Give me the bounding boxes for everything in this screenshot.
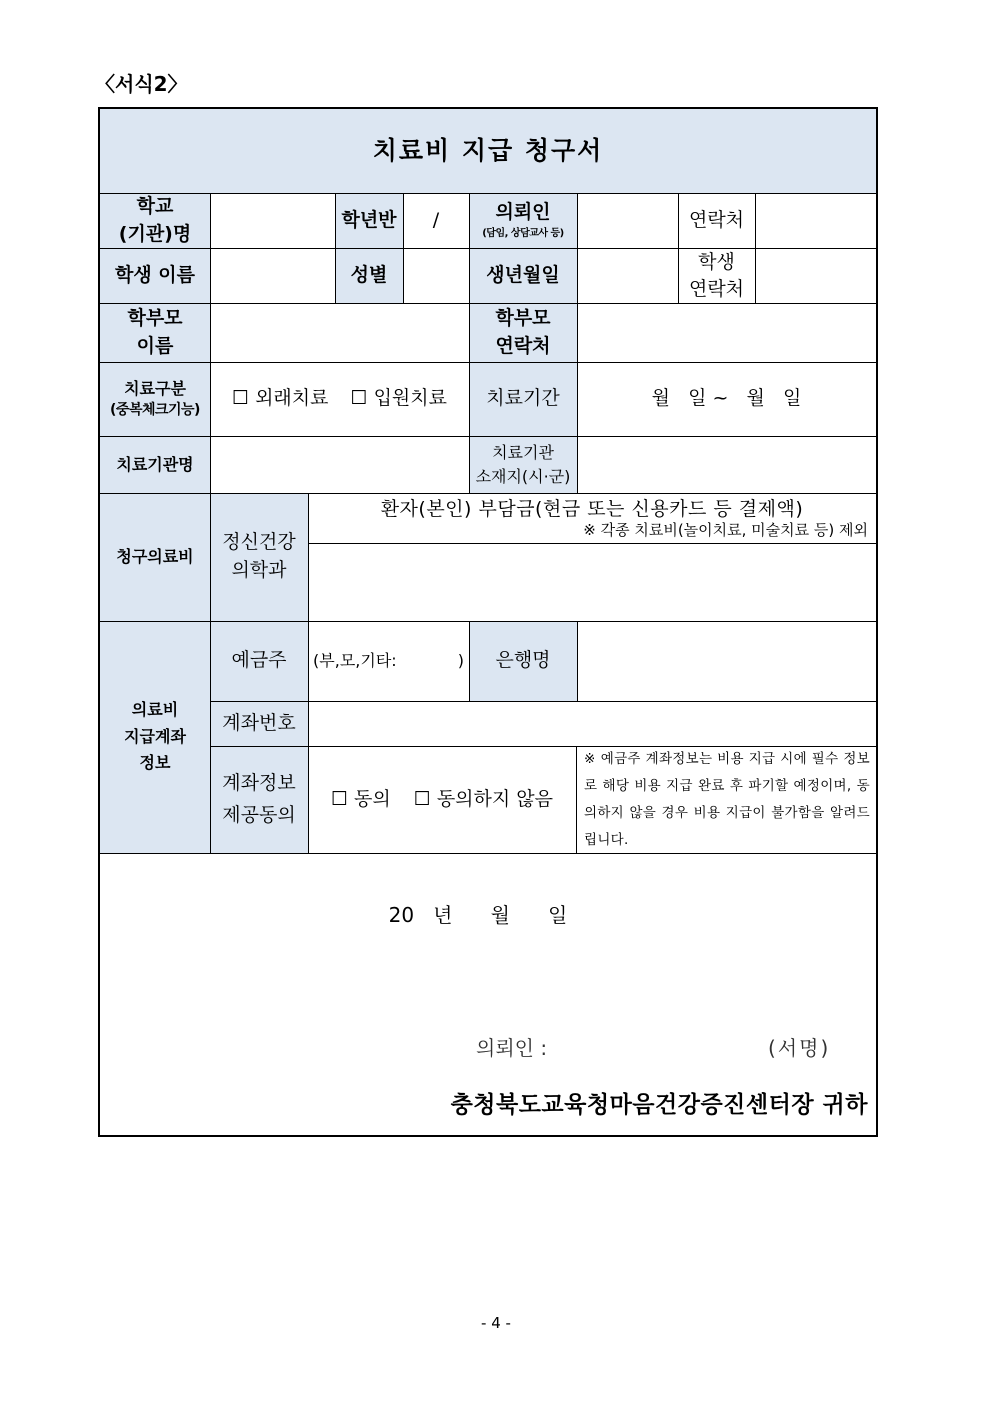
patient-copay-header: [308, 493, 876, 543]
outpatient-checkbox[interactable]: ☐ 외래치료: [232, 387, 329, 410]
gender-input[interactable]: [403, 248, 469, 303]
contact-label: 연락처: [688, 208, 745, 231]
signature-placeholder[interactable]: (서명): [768, 1036, 831, 1060]
student-name-label: 학생 이름: [100, 248, 210, 303]
account-consent-label: 계좌정보 제공동의: [210, 746, 308, 853]
claim-medical-fee-label: 청구의료비: [100, 493, 210, 621]
requester-label: 의뢰인 (담임, 상담교사 등): [469, 193, 577, 248]
institution-name-label: 치료기관명: [100, 436, 210, 493]
account-holder-input[interactable]: (부,모,기타: ): [313, 651, 464, 671]
account-number-input[interactable]: [308, 701, 876, 746]
gender-label: 성별: [335, 248, 403, 303]
page-number: - 4 -: [481, 1314, 511, 1332]
form-number-label: 〈서식2〉: [95, 72, 188, 96]
account-number-label: 계좌번호: [210, 701, 308, 746]
parent-contact-input[interactable]: [577, 303, 876, 362]
therapy-exclusion-note: ※ 각종 치료비(놀이치료, 미술치료 등) 제외: [583, 521, 868, 540]
form-title: 치료비 지급 청구서: [100, 109, 876, 193]
patient-copay-input[interactable]: [308, 543, 876, 621]
claim-form: [98, 107, 878, 1137]
school-name-input[interactable]: [210, 193, 335, 248]
birth-date-input[interactable]: [577, 248, 678, 303]
bank-name-label: 은행명: [469, 621, 577, 701]
treatment-period-input[interactable]: 월 일 ~ 월 일: [651, 387, 802, 410]
disagree-checkbox[interactable]: ☐ 동의하지 않음: [413, 787, 553, 810]
account-info-label: 의료비 지급계좌 정보: [100, 621, 210, 853]
birth-date-label: 생년월일: [469, 248, 577, 303]
student-name-input[interactable]: [210, 248, 335, 303]
school-name-label: 학교 (기관)명: [100, 193, 210, 248]
requester-sign-label: 의뢰인 :: [476, 1036, 548, 1060]
parent-contact-label: 학부모 연락처: [469, 303, 577, 362]
consent-notice: ※ 예금주 계좌정보는 비용 지급 시에 필수 정보로 해당 비용 지급 완료 후 파기할 예정이며, 동의하지 않을 경우 비용 지급이 불가함을 알려드립니다.: [584, 751, 870, 848]
contact-input[interactable]: [755, 193, 876, 248]
patient-copay-title: 환자(본인) 부담금(현금 또는 신용카드 등 결제액): [380, 497, 804, 520]
treatment-type-options: [210, 362, 469, 436]
parent-name-input[interactable]: [210, 303, 469, 362]
institution-name-input[interactable]: [210, 436, 469, 493]
agree-checkbox[interactable]: ☐ 동의: [330, 787, 391, 810]
parent-name-label: 학부모 이름: [100, 303, 210, 362]
request-date: 20 년 월 일: [388, 903, 568, 927]
consent-options: [308, 746, 576, 853]
addressee: 충청북도교육청마음건강증진센터장 귀하: [450, 1092, 868, 1118]
student-contact-label: 학생 연락처: [688, 250, 745, 300]
grade-class-input[interactable]: /: [432, 208, 440, 231]
student-contact-input[interactable]: [755, 248, 876, 303]
inpatient-checkbox[interactable]: ☐ 입원치료: [350, 387, 447, 410]
institution-location-input[interactable]: [577, 436, 876, 493]
grade-class-label: 학년반: [335, 193, 403, 248]
treatment-type-label: 치료구분 (중복체크기능): [100, 362, 210, 436]
psychiatry-dept-label: 정신건강 의학과: [210, 493, 308, 621]
account-holder-label: 예금주: [210, 621, 308, 701]
institution-location-label: 치료기관 소재지(시·군): [469, 436, 577, 493]
bank-name-input[interactable]: [577, 621, 876, 701]
treatment-period-label: 치료기간: [469, 362, 577, 436]
requester-input[interactable]: [577, 193, 678, 248]
